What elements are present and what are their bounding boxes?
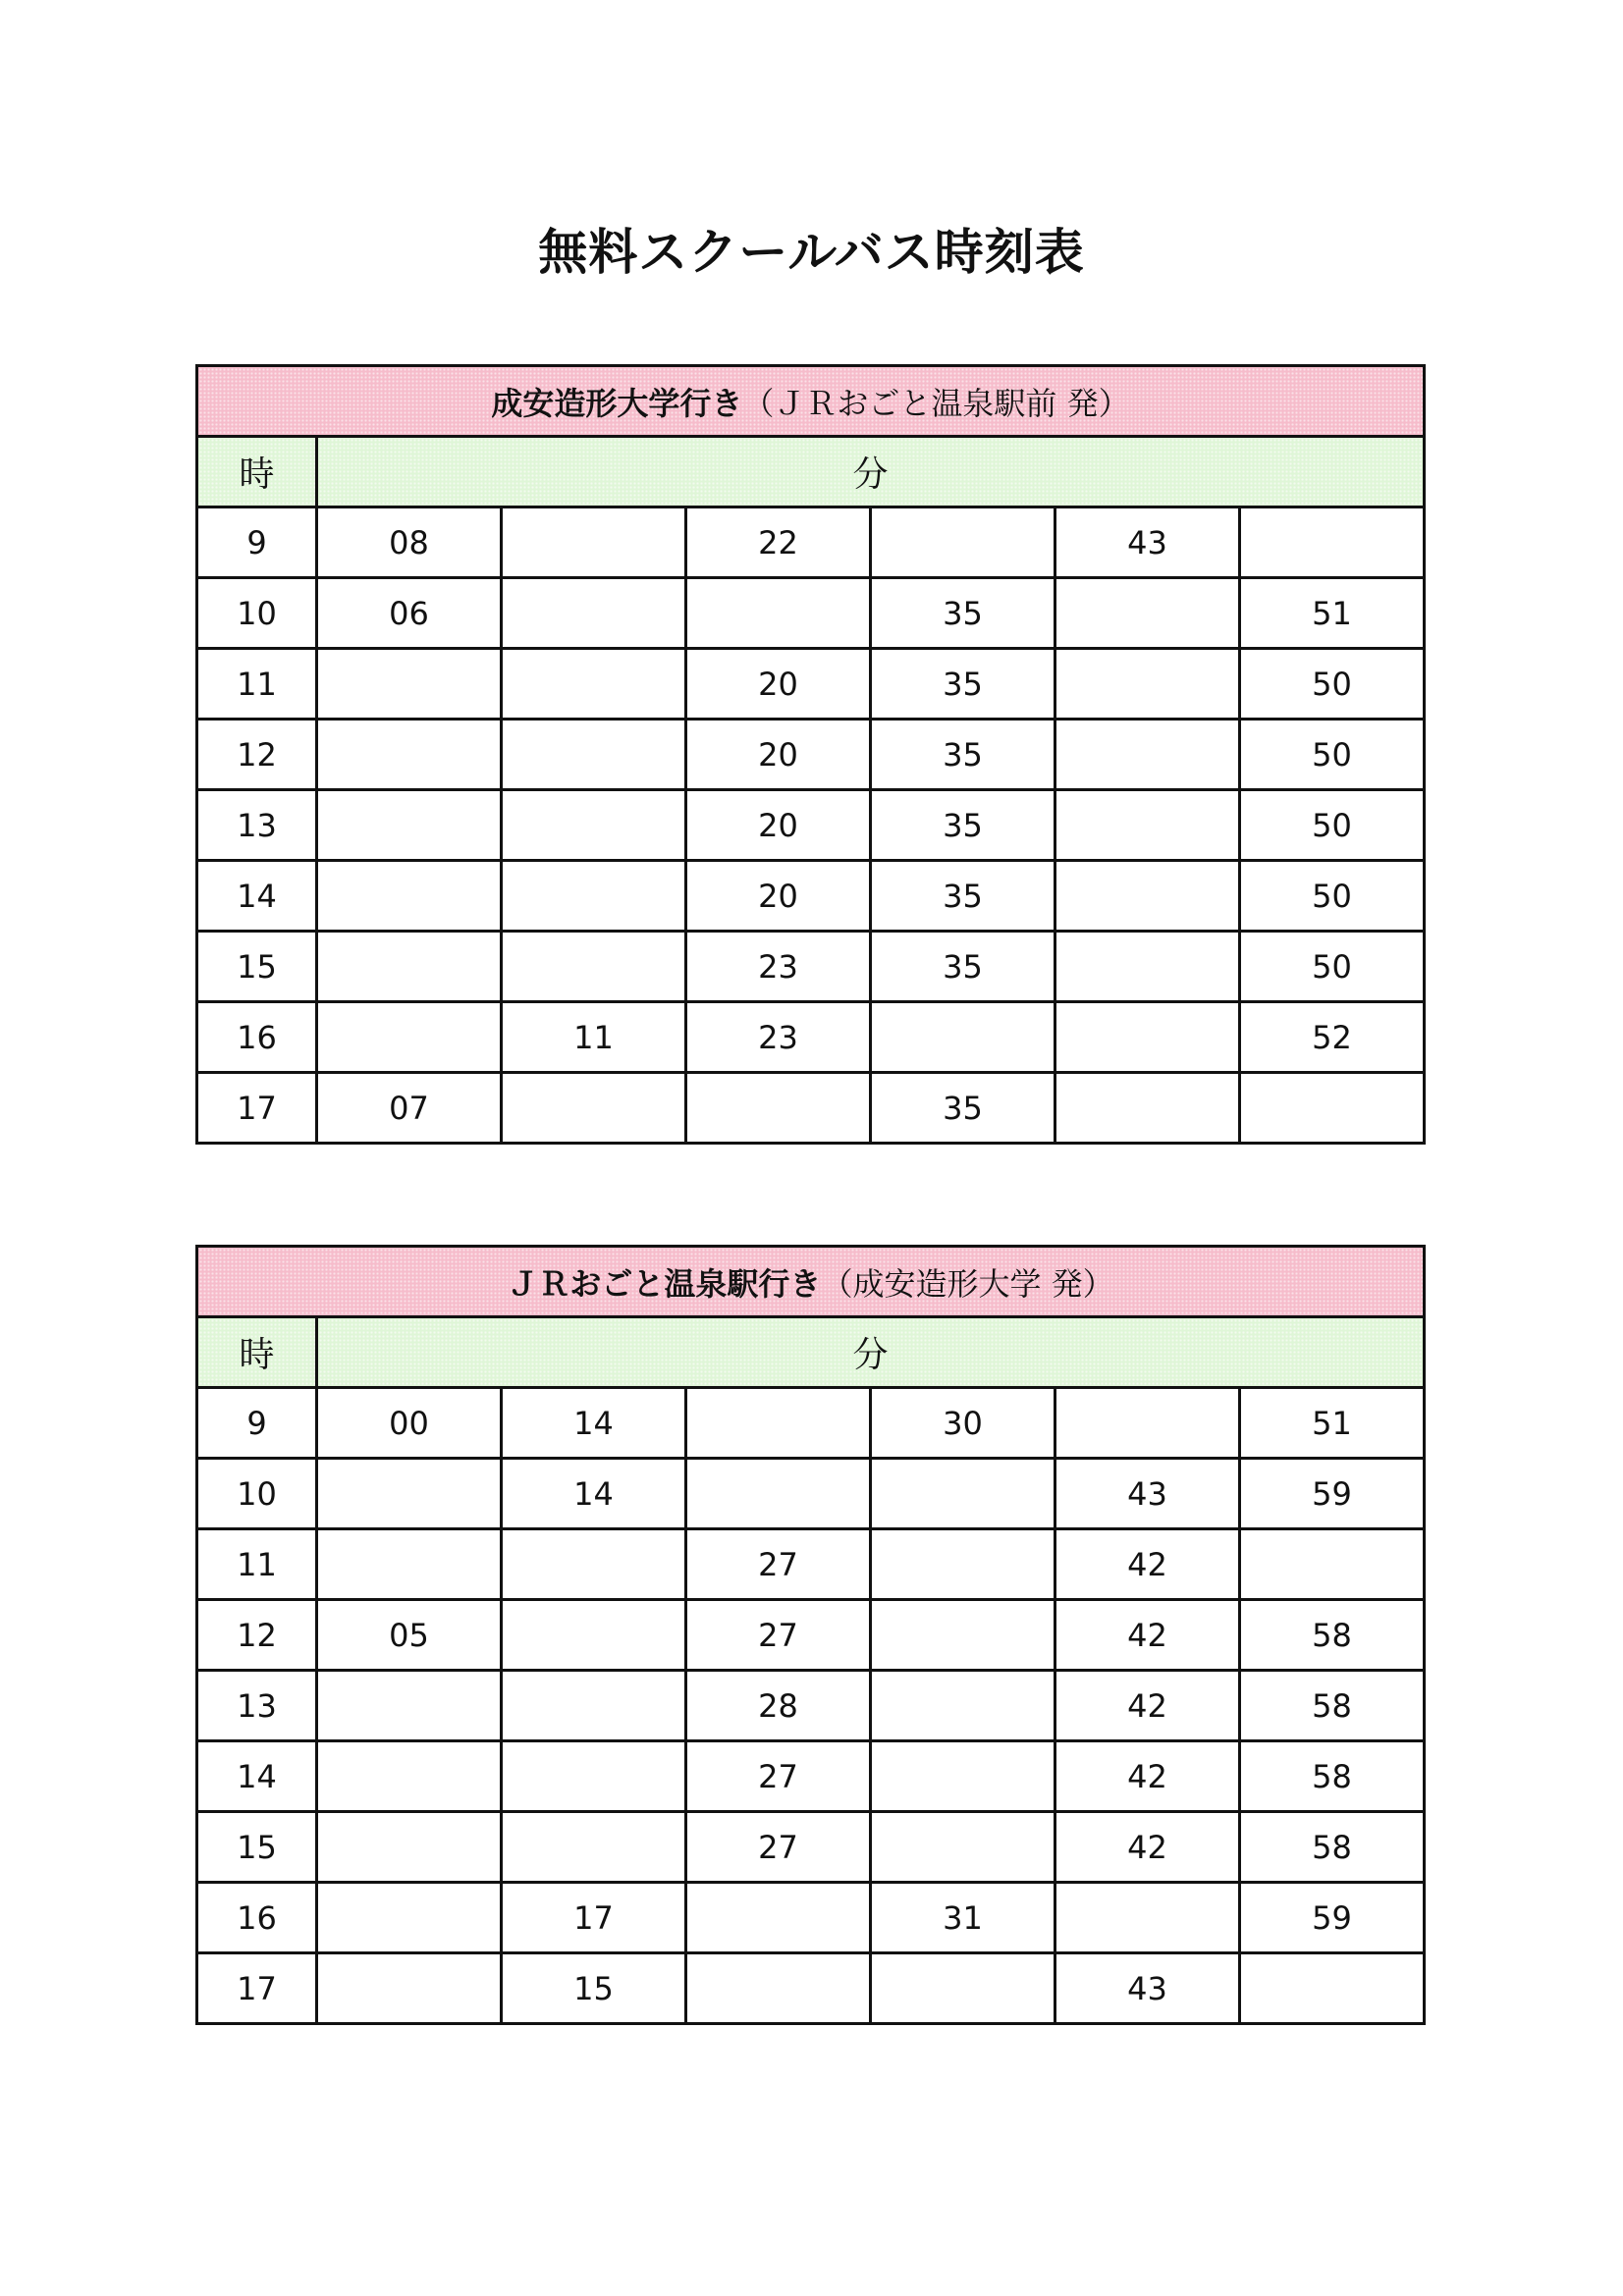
hour-cell: 9 bbox=[197, 507, 317, 578]
minute-cell: 50 bbox=[1240, 861, 1425, 932]
minute-cell bbox=[317, 649, 502, 720]
minute-cell: 27 bbox=[686, 1812, 871, 1883]
minute-cell: 43 bbox=[1055, 1953, 1240, 2024]
minute-cell bbox=[502, 932, 686, 1002]
table-title-sub: （ＪＲおごと温泉駅前 発） bbox=[742, 384, 1130, 422]
minute-cell bbox=[871, 1529, 1055, 1600]
minute-cell bbox=[871, 507, 1055, 578]
table-row bbox=[197, 507, 1425, 578]
minute-cell bbox=[686, 578, 871, 649]
hour-cell: 11 bbox=[197, 649, 317, 720]
minute-cell: 35 bbox=[871, 649, 1055, 720]
minute-cell bbox=[502, 720, 686, 790]
table-row bbox=[197, 1002, 1425, 1073]
minute-cell bbox=[317, 1671, 502, 1741]
hour-cell: 10 bbox=[197, 578, 317, 649]
minute-cell bbox=[317, 1883, 502, 1953]
minute-cell bbox=[1055, 790, 1240, 861]
minute-cell: 20 bbox=[686, 649, 871, 720]
hour-cell: 15 bbox=[197, 932, 317, 1002]
minute-cell bbox=[502, 578, 686, 649]
hour-cell: 9 bbox=[197, 1388, 317, 1459]
minute-cell: 20 bbox=[686, 790, 871, 861]
minute-cell: 58 bbox=[1240, 1741, 1425, 1812]
minute-cell: 35 bbox=[871, 578, 1055, 649]
minute-cell: 42 bbox=[1055, 1812, 1240, 1883]
minute-cell bbox=[317, 1529, 502, 1600]
timetable-to-station bbox=[195, 1245, 1426, 2025]
table-row bbox=[197, 1671, 1425, 1741]
minute-cell: 50 bbox=[1240, 932, 1425, 1002]
minute-cell bbox=[1055, 720, 1240, 790]
minute-cell bbox=[317, 1812, 502, 1883]
table-row bbox=[197, 790, 1425, 861]
minute-cell bbox=[502, 1671, 686, 1741]
minute-cell: 59 bbox=[1240, 1459, 1425, 1529]
minute-cell bbox=[1055, 578, 1240, 649]
minute-cell bbox=[871, 1671, 1055, 1741]
minute-cell bbox=[502, 649, 686, 720]
minute-cell: 51 bbox=[1240, 1388, 1425, 1459]
minute-cell: 22 bbox=[686, 507, 871, 578]
minute-cell: 08 bbox=[317, 507, 502, 578]
minute-cell bbox=[317, 861, 502, 932]
minute-cell bbox=[1055, 861, 1240, 932]
minute-cell: 23 bbox=[686, 932, 871, 1002]
table-row bbox=[197, 649, 1425, 720]
minute-cell bbox=[502, 1073, 686, 1144]
minute-cell bbox=[502, 1529, 686, 1600]
minute-cell bbox=[1240, 1073, 1425, 1144]
minute-cell: 42 bbox=[1055, 1600, 1240, 1671]
minute-cell: 42 bbox=[1055, 1529, 1240, 1600]
hour-cell: 12 bbox=[197, 1600, 317, 1671]
minute-cell bbox=[317, 1002, 502, 1073]
minute-cell bbox=[317, 1741, 502, 1812]
hour-cell: 17 bbox=[197, 1953, 317, 2024]
table-title-main: ＪＲおごと温泉駅行き bbox=[507, 1264, 822, 1303]
hour-cell: 13 bbox=[197, 790, 317, 861]
minute-cell bbox=[1240, 507, 1425, 578]
minute-cell: 17 bbox=[502, 1883, 686, 1953]
minute-cell: 43 bbox=[1055, 1459, 1240, 1529]
minute-cell bbox=[871, 1002, 1055, 1073]
title-row bbox=[197, 366, 1425, 437]
minute-cell: 52 bbox=[1240, 1002, 1425, 1073]
minute-cell bbox=[317, 790, 502, 861]
minute-cell: 31 bbox=[871, 1883, 1055, 1953]
minute-cell bbox=[686, 1388, 871, 1459]
hour-cell: 15 bbox=[197, 1812, 317, 1883]
hour-cell: 17 bbox=[197, 1073, 317, 1144]
minute-cell bbox=[871, 1600, 1055, 1671]
table-row bbox=[197, 1812, 1425, 1883]
hour-header: 時 bbox=[197, 437, 317, 507]
table-row bbox=[197, 578, 1425, 649]
table-row bbox=[197, 1600, 1425, 1671]
table-row bbox=[197, 1883, 1425, 1953]
table-row bbox=[197, 1741, 1425, 1812]
hour-cell: 14 bbox=[197, 861, 317, 932]
hour-cell: 14 bbox=[197, 1741, 317, 1812]
minute-cell bbox=[502, 1812, 686, 1883]
minute-cell: 58 bbox=[1240, 1671, 1425, 1741]
table-title-sub: （成安造形大学 発） bbox=[821, 1264, 1114, 1303]
minute-cell: 30 bbox=[871, 1388, 1055, 1459]
minute-cell bbox=[1240, 1953, 1425, 2024]
hour-header: 時 bbox=[197, 1317, 317, 1388]
minute-cell: 58 bbox=[1240, 1812, 1425, 1883]
table-title bbox=[197, 1247, 1425, 1317]
minute-cell: 35 bbox=[871, 790, 1055, 861]
table-row bbox=[197, 861, 1425, 932]
minute-cell bbox=[317, 1459, 502, 1529]
minute-cell bbox=[871, 1812, 1055, 1883]
minute-cell: 14 bbox=[502, 1459, 686, 1529]
minute-cell bbox=[502, 1600, 686, 1671]
minute-cell bbox=[502, 861, 686, 932]
minute-cell bbox=[317, 720, 502, 790]
minute-cell bbox=[1055, 649, 1240, 720]
minute-cell: 27 bbox=[686, 1600, 871, 1671]
minute-cell bbox=[1240, 1529, 1425, 1600]
minute-cell bbox=[317, 1953, 502, 2024]
minute-cell bbox=[686, 1073, 871, 1144]
table-row bbox=[197, 1953, 1425, 2024]
minute-cell: 43 bbox=[1055, 507, 1240, 578]
minute-header: 分 bbox=[317, 1317, 1425, 1388]
page-title: 無料スクールバス時刻表 bbox=[538, 224, 1085, 281]
minute-cell bbox=[1055, 1388, 1240, 1459]
header-row bbox=[197, 437, 1425, 507]
minute-cell: 42 bbox=[1055, 1671, 1240, 1741]
minute-cell: 23 bbox=[686, 1002, 871, 1073]
minute-cell: 27 bbox=[686, 1741, 871, 1812]
minute-cell bbox=[502, 507, 686, 578]
minute-cell: 50 bbox=[1240, 790, 1425, 861]
minute-cell bbox=[317, 932, 502, 1002]
minute-cell bbox=[1055, 1883, 1240, 1953]
minute-cell: 15 bbox=[502, 1953, 686, 2024]
hour-cell: 11 bbox=[197, 1529, 317, 1600]
table-row bbox=[197, 1073, 1425, 1144]
table-title bbox=[197, 366, 1425, 437]
minute-cell bbox=[502, 1741, 686, 1812]
hour-cell: 12 bbox=[197, 720, 317, 790]
minute-cell bbox=[871, 1459, 1055, 1529]
minute-cell: 14 bbox=[502, 1388, 686, 1459]
header-row bbox=[197, 1317, 1425, 1388]
minute-cell: 35 bbox=[871, 932, 1055, 1002]
minute-cell bbox=[1055, 1073, 1240, 1144]
minute-cell: 20 bbox=[686, 861, 871, 932]
minute-cell: 35 bbox=[871, 861, 1055, 932]
minute-cell: 50 bbox=[1240, 720, 1425, 790]
timetable-to-university bbox=[195, 364, 1426, 1145]
minute-cell: 11 bbox=[502, 1002, 686, 1073]
minute-cell bbox=[1055, 1002, 1240, 1073]
minute-cell bbox=[686, 1883, 871, 1953]
minute-cell bbox=[871, 1953, 1055, 2024]
minute-cell: 42 bbox=[1055, 1741, 1240, 1812]
minute-cell bbox=[1055, 932, 1240, 1002]
table-row bbox=[197, 720, 1425, 790]
table-title-main: 成安造形大学行き bbox=[491, 384, 743, 422]
minute-cell: 27 bbox=[686, 1529, 871, 1600]
hour-cell: 16 bbox=[197, 1883, 317, 1953]
table-row bbox=[197, 1459, 1425, 1529]
minute-cell: 06 bbox=[317, 578, 502, 649]
minute-cell: 28 bbox=[686, 1671, 871, 1741]
table-row bbox=[197, 1388, 1425, 1459]
minute-cell: 07 bbox=[317, 1073, 502, 1144]
minute-cell: 20 bbox=[686, 720, 871, 790]
hour-cell: 16 bbox=[197, 1002, 317, 1073]
minute-cell: 35 bbox=[871, 1073, 1055, 1144]
minute-cell: 00 bbox=[317, 1388, 502, 1459]
minute-cell: 35 bbox=[871, 720, 1055, 790]
minute-cell: 59 bbox=[1240, 1883, 1425, 1953]
minute-cell bbox=[686, 1953, 871, 2024]
table-row bbox=[197, 1529, 1425, 1600]
minute-cell: 58 bbox=[1240, 1600, 1425, 1671]
minute-header: 分 bbox=[317, 437, 1425, 507]
hour-cell: 13 bbox=[197, 1671, 317, 1741]
minute-cell bbox=[686, 1459, 871, 1529]
minute-cell: 51 bbox=[1240, 578, 1425, 649]
minute-cell: 50 bbox=[1240, 649, 1425, 720]
minute-cell bbox=[871, 1741, 1055, 1812]
minute-cell: 05 bbox=[317, 1600, 502, 1671]
table-row bbox=[197, 932, 1425, 1002]
hour-cell: 10 bbox=[197, 1459, 317, 1529]
minute-cell bbox=[502, 790, 686, 861]
title-row bbox=[197, 1247, 1425, 1317]
